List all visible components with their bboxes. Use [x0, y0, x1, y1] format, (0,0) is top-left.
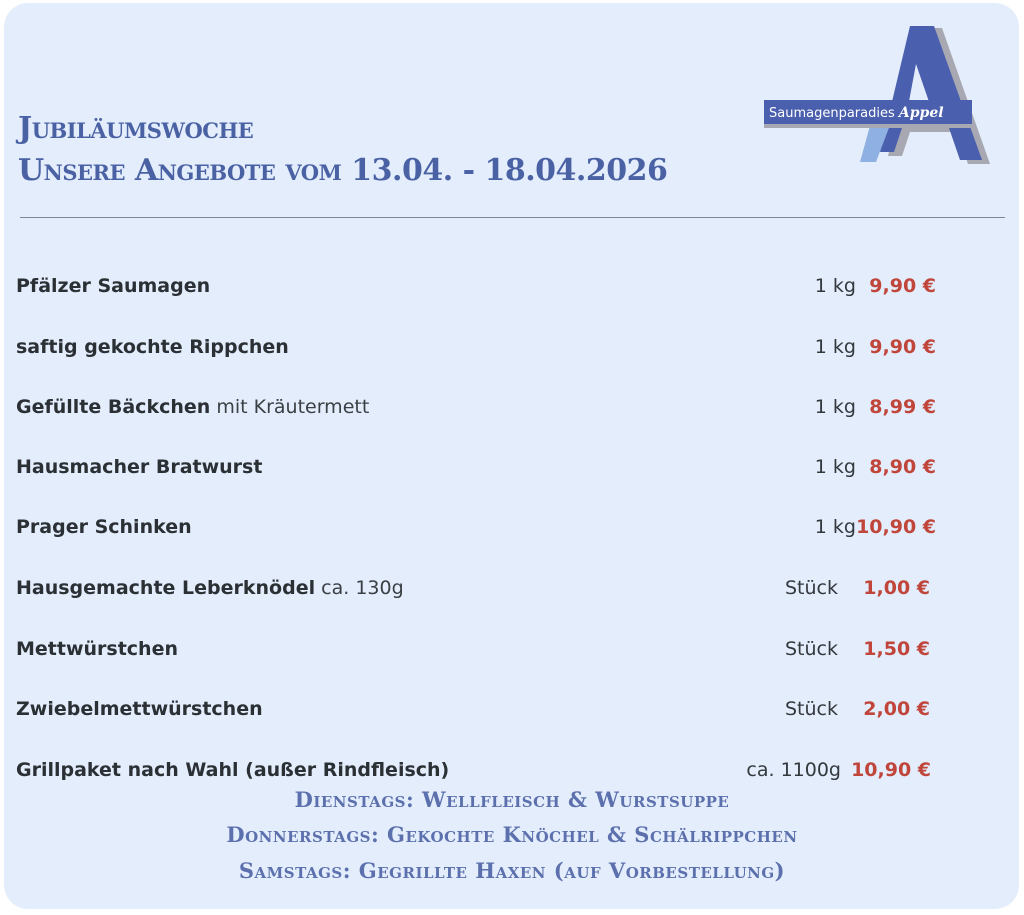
list-item	[16, 694, 956, 724]
item-price: 9,90 €	[869, 336, 936, 358]
item-name: Hausgemachte Leberknödel	[16, 577, 316, 599]
item-name: Zwiebelmettwürstchen	[16, 698, 263, 720]
list-item	[16, 634, 956, 664]
item-unit: 1 kg	[814, 516, 856, 538]
item-unit: Stück	[784, 577, 838, 599]
list-item	[16, 452, 956, 482]
list-item	[16, 392, 956, 422]
item-name: Gefüllte Bäckchen	[16, 396, 211, 418]
item-unit: 1 kg	[814, 336, 856, 358]
item-unit: ca. 1100g	[746, 759, 841, 781]
list-item	[16, 573, 956, 603]
item-name: Grillpaket nach Wahl (außer Rindfleisch)	[16, 759, 450, 781]
footer-line-saturday: Samstags: Gegrillte Haxen (auf Vorbestellung)	[238, 858, 786, 883]
item-name: Hausmacher Bratwurst	[16, 456, 263, 478]
item-suffix: mit Kräutermett	[210, 396, 370, 418]
item-price: 10,90 €	[856, 516, 936, 538]
logo-name: Saumagenparadies	[769, 106, 895, 121]
item-price: 10,90 €	[851, 759, 931, 781]
item-price: 1,50 €	[863, 638, 930, 660]
item-price: 2,00 €	[863, 698, 930, 720]
item-price: 1,00 €	[863, 577, 930, 599]
list-item	[16, 755, 956, 785]
title-line-2: Unsere Angebote vom 13.04. - 18.04.2026	[18, 153, 668, 188]
item-unit: 1 kg	[814, 456, 856, 478]
list-item	[16, 271, 956, 301]
logo-letter-a-icon	[758, 24, 994, 166]
item-price: 8,99 €	[869, 396, 936, 418]
footer-line-tuesday: Dienstags: Wellfleisch & Wurstsuppe	[294, 787, 730, 812]
item-unit: Stück	[784, 698, 838, 720]
item-unit: Stück	[784, 638, 838, 660]
item-name: Pfälzer Saumagen	[16, 275, 211, 297]
title-line-1: Jubiläumswoche	[18, 111, 254, 146]
item-name: Prager Schinken	[16, 516, 192, 538]
list-item	[16, 512, 956, 542]
item-price: 9,90 €	[869, 275, 936, 297]
appel-logo	[758, 24, 994, 166]
item-unit: 1 kg	[814, 275, 856, 297]
item-unit: 1 kg	[814, 396, 856, 418]
divider	[20, 217, 1005, 218]
footer-line-thursday: Donnerstags: Gekochte Knöchel & Schälrippchen	[226, 822, 798, 847]
logo-text	[769, 105, 944, 121]
page-title	[18, 108, 667, 192]
logo-script: Appel	[898, 105, 944, 121]
item-name: Mettwürstchen	[16, 638, 179, 660]
item-name: saftig gekochte Rippchen	[16, 336, 289, 358]
list-item	[16, 332, 956, 362]
item-suffix: ca. 130g	[315, 577, 404, 599]
item-price: 8,90 €	[869, 456, 936, 478]
